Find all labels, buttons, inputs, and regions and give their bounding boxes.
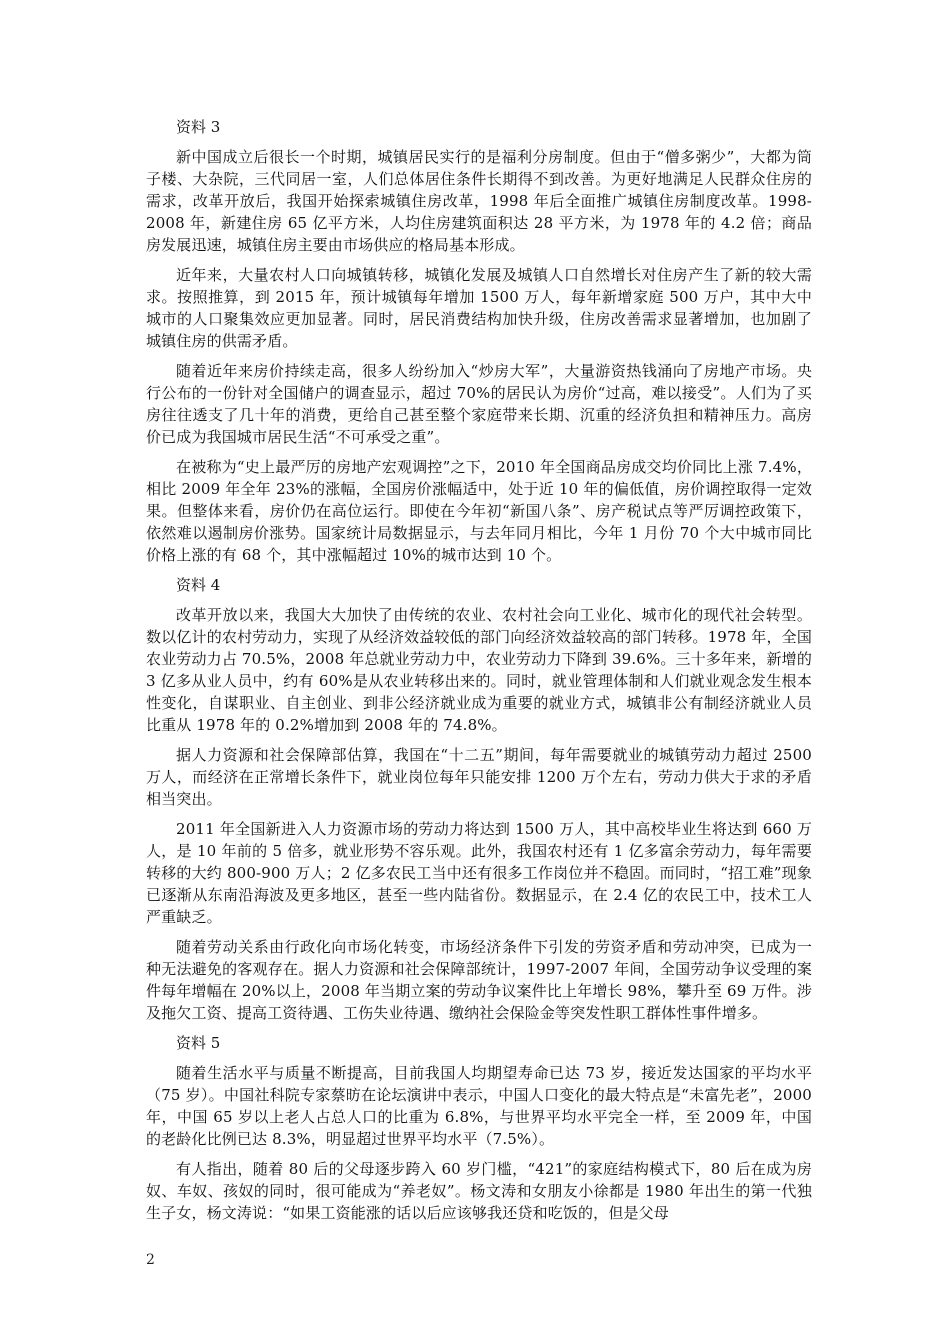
paragraph: 随着劳动关系由行政化向市场化转变，市场经济条件下引发的劳资矛盾和劳动冲突，已成为一种无法避免的客观存在。据人力资源和社会保障部统计，1997-2007 年间，全国劳动争议受理的案件每年增幅在 20%以上，2008 年当期立案的劳动争议案件比上年增长 98%，攀升至 69 万件。涉及拖欠工资、提高工资待遇、工伤失业待遇、缴纳社会保险金等突发性职工群体性事件增多。 xyxy=(146,938,812,1022)
page-number: 2 xyxy=(146,1252,155,1268)
section-material-5 xyxy=(146,1032,812,1224)
paragraph: 在被称为“史上最严厉的房地产宏观调控”之下，2010 年全国商品房成交均价同比上涨 7.4%，相比 2009 年全年 23%的涨幅，全国房价涨幅适中，处于近 10 年的偏低值，房价调控取得一定效果。但整体来看，房价仍在高位运行。即使在今年初“新国八条”、房产税试点等严厉调控政策下，依然难以遏制房价涨势。国家统计局数据显示，与去年同月相比，今年 1 月份 70 个大中城市同比价格上涨的有 68 个，其中涨幅超过 10%的城市达到 10 个。 xyxy=(146,458,812,564)
paragraph: 改革开放以来，我国大大加快了由传统的农业、农村社会向工业化、城市化的现代社会转型。数以亿计的农村劳动力，实现了从经济效益较低的部门向经济效益较高的部门转移。1978 年，全国农业劳动力占 70.5%，2008 年总就业劳动力中，农业劳动力下降到 39.6%。三十多年来，新增的 3 亿多从业人员中，约有 60%是从农业转移出来的。同时，就业管理体制和人们就业观念发生根本性变化，自谋职业、自主创业、到非公经济就业成为重要的就业方式，城镇非公有制经济就业人员比重从 1978 年的 0.2%增加到 2008 年的 74.8%。 xyxy=(146,606,812,734)
paragraph: 近年来，大量农村人口向城镇转移，城镇化发展及城镇人口自然增长对住房产生了新的较大需求。按照推算，到 2015 年，预计城镇每年增加 1500 万人，每年新增家庭 500 万户，其中大中城市的人口聚集效应更加显著。同时，居民消费结构加快升级，住房改善需求显著增加，也加剧了城镇住房的供需矛盾。 xyxy=(146,266,812,350)
section-material-4 xyxy=(146,574,812,1024)
section-heading: 资料 4 xyxy=(176,576,221,594)
paragraph: 据人力资源和社会保障部估算，我国在“十二五”期间，每年需要就业的城镇劳动力超过 2500 万人，而经济在正常增长条件下，就业岗位每年只能安排 1200 万个左右，劳动力供大于求的矛盾相当突出。 xyxy=(146,746,812,808)
paragraph: 随着近年来房价持续走高，很多人纷纷加入“炒房大军”，大量游资热钱涌向了房地产市场。央行公布的一份针对全国储户的调查显示，超过 70%的居民认为房价“过高，难以接受”。人们为了买房往往透支了几十年的消费，更给自己甚至整个家庭带来长期、沉重的经济负担和精神压力。高房价已成为我国城市居民生活“不可承受之重”。 xyxy=(146,362,812,446)
paragraph: 有人指出，随着 80 后的父母逐步跨入 60 岁门槛，“421”的家庭结构模式下，80 后在成为房奴、车奴、孩奴的同时，很可能成为“养老奴”。杨文涛和女朋友小徐都是 1980 年出生的第一代独生子女，杨文涛说：“如果工资能涨的话以后应该够我还贷和吃饭的，但是父母 xyxy=(146,1160,812,1222)
paragraph: 2011 年全国新进入人力资源市场的劳动力将达到 1500 万人，其中高校毕业生将达到 660 万人，是 10 年前的 5 倍多，就业形势不容乐观。此外，我国农村还有 1 亿多富余劳动力，每年需要转移的大约 800-900 万人；2 亿多农民工当中还有很多工作岗位并不稳固。而同时，“招工难”现象已逐渐从东南沿海波及更多地区，甚至一些内陆省份。数据显示，在 2.4 亿的农民工中，技术工人严重缺乏。 xyxy=(146,820,812,926)
paragraph: 随着生活水平与质量不断提高，目前我国人均期望寿命已达 73 岁，接近发达国家的平均水平（75 岁）。中国社科院专家蔡昉在论坛演讲中表示，中国人口变化的最大特点是“未富先老”，2000 年，中国 65 岁以上老人占总人口的比重为 6.8%，与世界平均水平完全一样，至 2009 年，中国的老龄化比例已达 8.3%，明显超过世界平均水平（7.5%）。 xyxy=(146,1064,812,1148)
section-heading: 资料 5 xyxy=(176,1034,221,1052)
document-page xyxy=(146,116,812,1232)
section-heading: 资料 3 xyxy=(176,118,221,136)
paragraph: 新中国成立后很长一个时期，城镇居民实行的是福利分房制度。但由于“僧多粥少”，大都为筒子楼、大杂院，三代同居一室，人们总体居住条件长期得不到改善。为更好地满足人民群众住房的需求，改革开放后，我国开始探索城镇住房改革，1998 年后全面推广城镇住房制度改革。1998-2008 年，新建住房 65 亿平方米，人均住房建筑面积达 28 平方米，为 1978 年的 4.2 倍；商品房发展迅速，城镇住房主要由市场供应的格局基本形成。 xyxy=(146,148,812,254)
section-material-3 xyxy=(146,116,812,566)
